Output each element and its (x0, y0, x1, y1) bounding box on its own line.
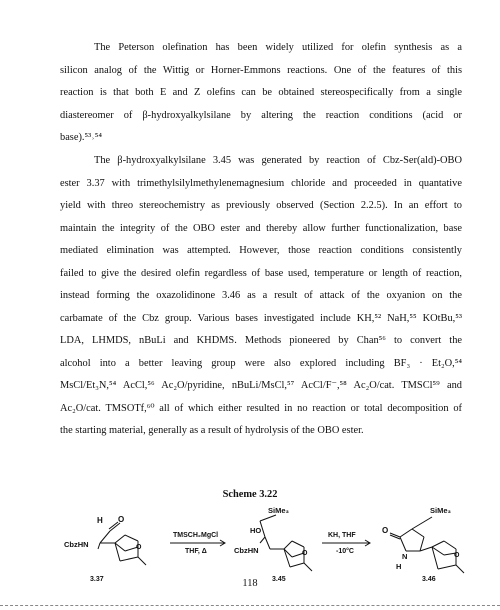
bond (400, 529, 412, 537)
text-line: MsCl/Et₃N,⁵⁴ AcCl,⁵⁶ Ac₂O/pyridine, nBuLi/MsCl,⁵⁷ AcCl/F⁻,⁵⁸ Ac₂O/cat. TMSCl⁵⁹ and (60, 380, 462, 391)
bond (125, 535, 138, 541)
text-line: ester 3.37 with trimethylsilylmethylenemagnesium chloride and proceeded in quantative (60, 177, 462, 189)
reaction-scheme (60, 503, 470, 583)
sime3-label: SiMe₃ (268, 506, 289, 515)
text-line: reaction is that both E and Z olefins can be obtained stereospecifically from a single (60, 87, 462, 98)
text-line: LDA, LHMDS, nBuLi and KHDMS. Methods pioneered by Chan⁵⁶ to convert the (60, 335, 462, 346)
bond (120, 557, 138, 561)
bond (100, 531, 110, 543)
bond (390, 533, 400, 537)
cbzhn-label: CbzHN (234, 546, 259, 555)
compound-label-3-46: 3.46 (422, 576, 436, 583)
bond (265, 537, 270, 549)
bond (292, 541, 304, 547)
text-line: silicon analog of the Wittig or Horner-Emmons reactions. One of the features of this (60, 64, 462, 76)
condition-label: -10°C (336, 548, 354, 555)
bond (420, 537, 424, 551)
text-line: The Peterson olefination has been widely utilized for olefin synthesis as a (94, 42, 462, 53)
text-line: failed to give the desired olefin regardless of base used, temperature or length of reaction, (60, 267, 462, 279)
text-line: mediated elimination was attempted. However, those reaction conditions consistently (60, 245, 462, 256)
condition-label: THF, Δ (185, 548, 207, 555)
footer-rule (0, 605, 500, 607)
text-line: instead forming the oxazolidinone 3.46 as a result of attack of the oxyanion on the (60, 290, 462, 301)
bond (390, 535, 400, 539)
hydroxyl-label: HO (250, 526, 262, 535)
atom-label-n: N (402, 552, 408, 561)
bond (444, 541, 456, 549)
bond (138, 557, 146, 565)
compound-label-3-37: 3.37 (90, 576, 104, 583)
bond (284, 541, 292, 549)
bond (290, 563, 304, 567)
bond (400, 537, 406, 551)
atom-label-o: O (382, 526, 389, 535)
compound-label-3-45: 3.45 (272, 576, 286, 583)
text-line: alcohol into a better leaving group were also explored including BF₃ · Et₂O,⁵⁴ (60, 357, 462, 369)
bond (412, 517, 432, 529)
paragraph-hydroxyalkylsilane (60, 150, 462, 443)
atom-label-h: H (396, 562, 402, 571)
text-line: Ac₂O/cat. TMSOTf,⁶⁰ all of which either resulted in no reaction or total decomposition of (60, 402, 462, 414)
atom-label-o: O (302, 550, 308, 557)
reagent-label: TMSCH₂MgCl (173, 532, 219, 539)
text-line: the starting material, generally as a result of hydrolysis of the OBO ester. (60, 425, 364, 436)
bond (420, 547, 432, 551)
text-line: yield with threo stereochemistry as previously observed (Section 2.2.5). In an effort to (60, 200, 462, 211)
atom-label-h: H (97, 516, 103, 525)
text-line: diastereomer of β-hydroxyalkylsilane by altering the reaction conditions (acid or (60, 109, 462, 121)
bond (260, 515, 276, 521)
cbzhn-label: CbzHN (64, 540, 89, 549)
bond (438, 565, 456, 569)
scheme-title: Scheme 3.22 (222, 489, 278, 500)
reagent-label: KH, THF (328, 532, 356, 539)
text-line: The β-hydroxyalkylsilane 3.45 was generated by reaction of Cbz-Ser(ald)-OBO (94, 155, 462, 166)
bond (304, 563, 312, 571)
page-number: 118 (242, 578, 258, 589)
paragraph-peterson-intro (60, 37, 462, 150)
bond (98, 543, 100, 549)
bond (260, 537, 265, 543)
text-line: carbamate of the Cbz group. Various bases investigated include KH,⁵² NaH,⁵⁵ KOtBu,⁵³ (60, 312, 462, 324)
bond (432, 541, 444, 547)
atom-label-o: O (118, 515, 125, 524)
bond (115, 543, 120, 561)
atom-label-o: O (136, 544, 142, 551)
atom-label-o: O (454, 552, 460, 559)
text-line: base).⁵³˒⁵⁴ (60, 132, 102, 143)
bond (412, 529, 424, 537)
text-line: maintain the integrity of the OBO ester and thereby allow further functionalization, base (60, 222, 462, 234)
bond (456, 565, 464, 573)
sime3-label: SiMe₃ (430, 506, 451, 515)
bond (115, 535, 125, 543)
